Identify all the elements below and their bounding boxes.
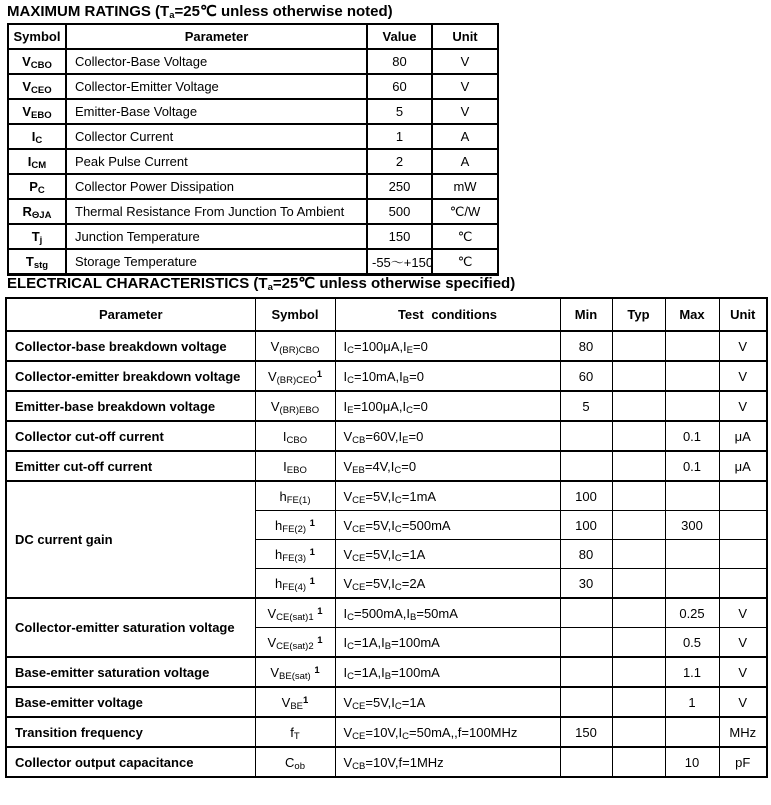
max-cell: 1 [665,687,719,717]
col-header-unit: Unit [719,298,767,331]
test-conditions-cell: $V_{CB}=10V,f=1MHz$ [335,747,560,777]
symbol-cell: $V_{CE(sat)2}$ $^1$ [255,628,335,658]
test-conditions-cell: $I_C=1A,I_B=100mA$ [335,628,560,658]
max-cell [665,391,719,421]
symbol-cell: $I_{CBO}$ [255,421,335,451]
symbol-cell: $T_j$ [8,224,66,249]
symbol-cell: $V_{CEO}$ [8,74,66,99]
unit-cell: ℃/W [432,199,498,224]
table-row [6,421,767,451]
min-cell: 60 [560,361,612,391]
max-ratings-title: MAXIMUM RATINGS ($T_a=25℃$ unless otherwise noted) [7,3,393,21]
parameter-cell: Base-emitter voltage [6,687,255,717]
parameter-cell: Thermal Resistance From Junction To Ambient [66,199,367,224]
col-header-parameter: Parameter [66,24,367,49]
test-conditions-cell: $V_{CE}=10V,I_C=50mA,,f=100MHz$ [335,717,560,747]
symbol-cell: $V_{(BR)CBO}$ [255,331,335,361]
electrical-title: ELECTRICAL CHARACTERISTICS ($T_a=25℃$ unless otherwise specified) [7,275,516,293]
parameter-cell: Collector-emitter saturation voltage [6,598,255,657]
typ-cell [612,511,665,540]
unit-cell [719,569,767,599]
table-row [8,49,498,74]
parameter-cell: Collector-emitter breakdown voltage [6,361,255,391]
min-cell [560,421,612,451]
symbol-cell: $h_{FE(1)}$ [255,481,335,511]
parameter-cell: Emitter-base breakdown voltage [6,391,255,421]
symbol-cell: $I_{CM}$ [8,149,66,174]
test-conditions-cell: $V_{CB}=60V,I_E=0$ [335,421,560,451]
unit-cell: V [719,391,767,421]
value-cell: 80 [367,49,432,74]
max-cell: 0.1 [665,421,719,451]
header-row [8,24,498,49]
min-cell [560,747,612,777]
unit-cell: V [719,598,767,628]
max-ratings-table [7,23,499,276]
unit-cell: μA [719,421,767,451]
unit-cell: MHz [719,717,767,747]
col-header-symbol: Symbol [255,298,335,331]
min-cell: 100 [560,511,612,540]
min-cell: 150 [560,717,612,747]
col-header-symbol: Symbol [8,24,66,49]
unit-cell: V [719,361,767,391]
test-conditions-cell: $I_E=100\mu A,I_C=0$ [335,391,560,421]
value-cell: 250 [367,174,432,199]
max-cell: 1.1 [665,657,719,687]
typ-cell [612,598,665,628]
header-row [6,298,767,331]
table-row [6,598,767,628]
test-conditions-cell: $V_{EB}=4V,I_C=0$ [335,451,560,481]
symbol-cell: $P_C$ [8,174,66,199]
min-cell: 80 [560,331,612,361]
table-row [8,174,498,199]
max-cell: 0.5 [665,628,719,658]
symbol-cell: $T_{stg}$ [8,249,66,275]
parameter-cell: Collector-base breakdown voltage [6,331,255,361]
symbol-cell: $h_{FE(3)}$ $^1$ [255,540,335,569]
typ-cell [612,687,665,717]
max-cell [665,569,719,599]
max-cell: 10 [665,747,719,777]
unit-cell: ℃ [432,224,498,249]
table-row [8,149,498,174]
unit-cell: V [719,628,767,658]
table-row [6,361,767,391]
parameter-cell: Junction Temperature [66,224,367,249]
value-cell: 500 [367,199,432,224]
min-cell: 30 [560,569,612,599]
table-row [6,657,767,687]
max-cell [665,717,719,747]
min-cell: 5 [560,391,612,421]
table-row [6,481,767,511]
typ-cell [612,331,665,361]
table-row [8,199,498,224]
unit-cell [719,540,767,569]
parameter-cell: Transition frequency [6,717,255,747]
unit-cell: V [432,74,498,99]
max-cell: 0.1 [665,451,719,481]
unit-cell: A [432,149,498,174]
unit-cell [719,481,767,511]
parameter-cell: DC current gain [6,481,255,598]
typ-cell [612,361,665,391]
col-header-test-conditions: Test conditions [335,298,560,331]
test-conditions-cell: $V_{CE}=5V,I_C=1A$ [335,540,560,569]
unit-cell: mW [432,174,498,199]
value-cell: 5 [367,99,432,124]
max-cell [665,540,719,569]
symbol-cell: $V_{CE(sat)1}$ $^1$ [255,598,335,628]
min-cell [560,628,612,658]
min-cell [560,598,612,628]
col-header-max: Max [665,298,719,331]
value-cell: 150 [367,224,432,249]
col-header-parameter: Parameter [6,298,255,331]
typ-cell [612,717,665,747]
unit-cell [719,511,767,540]
min-cell [560,451,612,481]
parameter-cell: Collector cut-off current [6,421,255,451]
table-row [8,74,498,99]
test-conditions-cell: $I_C=10mA,I_B=0$ [335,361,560,391]
unit-cell: pF [719,747,767,777]
parameter-cell: Storage Temperature [66,249,367,275]
table-row [6,747,767,777]
symbol-cell: $V_{BE}^1$ [255,687,335,717]
unit-cell: μA [719,451,767,481]
unit-cell: ℃ [432,249,498,275]
min-cell: 100 [560,481,612,511]
test-conditions-cell: $I_C=100\mu A,I_E=0$ [335,331,560,361]
min-cell [560,657,612,687]
symbol-cell: $I_C$ [8,124,66,149]
typ-cell [612,451,665,481]
value-cell: 1 [367,124,432,149]
table-row [6,687,767,717]
test-conditions-cell: $V_{CE}=5V,I_C=2A$ [335,569,560,599]
symbol-cell: $V_{(BR)EBO}$ [255,391,335,421]
parameter-cell: Base-emitter saturation voltage [6,657,255,687]
col-header-min: Min [560,298,612,331]
table-row [8,124,498,149]
parameter-cell: Collector-Emitter Voltage [66,74,367,99]
col-header-typ: Typ [612,298,665,331]
typ-cell [612,747,665,777]
symbol-cell: $h_{FE(4)}$ $^1$ [255,569,335,599]
table-row [6,391,767,421]
test-conditions-cell: $V_{CE}=5V,I_C=500mA$ [335,511,560,540]
test-conditions-cell: $V_{CE}=5V,I_C=1mA$ [335,481,560,511]
symbol-cell: $V_{BE(sat)}$ $^1$ [255,657,335,687]
typ-cell [612,628,665,658]
electrical-table [5,297,768,778]
table-row [8,249,498,275]
unit-cell: V [432,99,498,124]
max-cell: 0.25 [665,598,719,628]
unit-cell: V [432,49,498,74]
max-cell [665,481,719,511]
parameter-cell: Collector Power Dissipation [66,174,367,199]
symbol-cell: $f_T$ [255,717,335,747]
test-conditions-cell: $I_C=500mA,I_B=50mA$ [335,598,560,628]
value-cell: 60 [367,74,432,99]
parameter-cell: Emitter-Base Voltage [66,99,367,124]
parameter-cell: Collector-Base Voltage [66,49,367,74]
max-cell: 300 [665,511,719,540]
typ-cell [612,481,665,511]
parameter-cell: Emitter cut-off current [6,451,255,481]
unit-cell: A [432,124,498,149]
symbol-cell: $V_{(BR)CEO}^1$ [255,361,335,391]
value-cell: 2 [367,149,432,174]
symbol-cell: $C_{ob}$ [255,747,335,777]
max-cell [665,361,719,391]
typ-cell [612,421,665,451]
value-cell: -55～+150 [367,249,432,275]
typ-cell [612,391,665,421]
col-header-value: Value [367,24,432,49]
parameter-cell: Peak Pulse Current [66,149,367,174]
symbol-cell: $I_{EBO}$ [255,451,335,481]
typ-cell [612,569,665,599]
unit-cell: V [719,687,767,717]
symbol-cell: $V_{EBO}$ [8,99,66,124]
table-row [6,331,767,361]
test-conditions-cell: $I_C=1A,I_B=100mA$ [335,657,560,687]
symbol-cell: $V_{CBO}$ [8,49,66,74]
symbol-cell: $h_{FE(2)}$ $^1$ [255,511,335,540]
typ-cell [612,657,665,687]
unit-cell: V [719,657,767,687]
table-row [6,717,767,747]
table-row [8,99,498,124]
col-header-unit: Unit [432,24,498,49]
max-cell [665,331,719,361]
test-conditions-cell: $V_{CE}=5V,I_C=1A$ [335,687,560,717]
symbol-cell: $R_{\Theta JA}$ [8,199,66,224]
typ-cell [612,540,665,569]
min-cell: 80 [560,540,612,569]
unit-cell: V [719,331,767,361]
parameter-cell: Collector Current [66,124,367,149]
min-cell [560,687,612,717]
table-row [8,224,498,249]
table-row [6,451,767,481]
parameter-cell: Collector output capacitance [6,747,255,777]
